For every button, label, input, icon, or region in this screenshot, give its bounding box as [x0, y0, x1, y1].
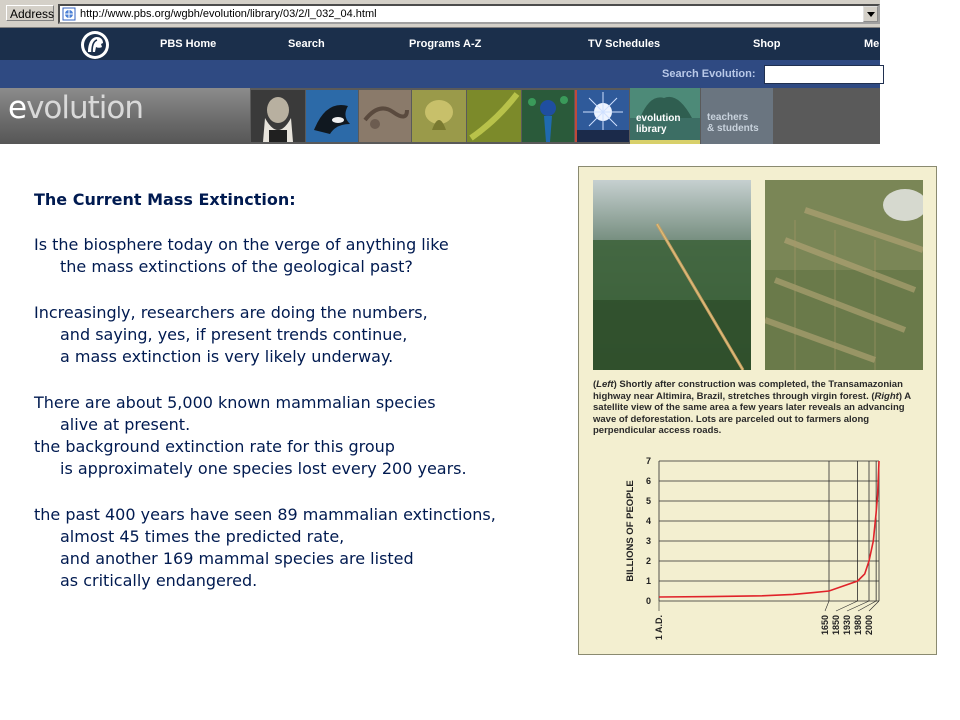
leaf-thumb[interactable]	[467, 90, 521, 142]
teachers-label: teachers & students	[707, 112, 759, 134]
nav-more[interactable]: Me	[864, 38, 880, 50]
y-tick-label: 6	[645, 476, 651, 486]
wordmark-area	[0, 88, 250, 144]
paragraph-1: Is the biosphere today on the verge of anything like the mass extinctions of the geological past?	[34, 235, 449, 276]
search-strip	[0, 60, 880, 88]
address-label: Address	[6, 5, 54, 21]
starburst-thumb[interactable]	[577, 90, 629, 142]
teachers-students-tab[interactable]	[701, 88, 773, 144]
chevron-down-icon	[867, 12, 875, 17]
evolution-banner	[0, 88, 880, 144]
x-tick-label: 1980	[853, 615, 863, 636]
x-tick-label: 1850	[831, 615, 841, 636]
active-tab-indicator	[630, 140, 700, 144]
y-tick-label: 5	[645, 496, 651, 506]
x-tick-label: 1930	[842, 615, 852, 636]
orchid-thumb[interactable]	[412, 90, 466, 142]
page-icon	[62, 7, 76, 21]
paragraph-4: the background extinction rate for this group is approximately one species lost every 200 years.	[34, 437, 467, 478]
x-tick-leader	[825, 601, 829, 611]
evolution-logo[interactable]: evolution	[8, 90, 144, 126]
pbs-logo[interactable]	[76, 30, 114, 60]
search-label: Search Evolution:	[662, 68, 756, 80]
nav-programs-a-z[interactable]: Programs A-Z	[409, 38, 482, 50]
url-text: http://www.pbs.org/wgbh/evolution/library/03/2/l_032_04.html	[80, 8, 377, 20]
library-label: evolution library	[636, 113, 681, 135]
url-dropdown-button[interactable]	[863, 6, 878, 22]
search-input[interactable]	[764, 65, 884, 84]
nav-search[interactable]: Search	[288, 38, 325, 50]
x-tick-leader	[858, 601, 876, 611]
pbs-nav-bar	[0, 28, 880, 60]
orca-thumb[interactable]	[306, 90, 358, 142]
satellite-view-photo	[765, 180, 923, 370]
banner-filler	[774, 88, 880, 144]
nav-shop[interactable]: Shop	[753, 38, 781, 50]
deforestation-figure	[578, 166, 937, 655]
x-tick-label: 1 A.D.	[654, 615, 664, 641]
paragraph-5: the past 400 years have seen 89 mammalian extinctions, almost 45 times the predicted rate, and another 169 mammal species are listed as critically endangered.	[34, 505, 496, 590]
peacock-thumb[interactable]	[522, 90, 574, 142]
evolution-library-tab[interactable]	[630, 88, 700, 144]
y-axis-label: BILLIONS OF PEOPLE	[625, 480, 636, 582]
nav-tv-schedules[interactable]: TV Schedules	[588, 38, 661, 50]
y-tick-label: 2	[645, 556, 651, 566]
paragraph-3: There are about 5,000 known mammalian species alive at present.	[34, 393, 436, 434]
highway-aerial-photo	[593, 180, 751, 370]
pbs-head-icon	[76, 30, 114, 60]
y-tick-label: 7	[645, 456, 651, 466]
address-bar	[0, 0, 880, 28]
y-tick-label: 3	[645, 536, 651, 546]
x-tick-leader	[836, 601, 858, 611]
y-tick-label: 4	[645, 516, 651, 526]
y-tick-label: 0	[645, 596, 651, 606]
figure-caption: (Left) Shortly after construction was completed, the Transamazonian highway near Altimira, Brazil, stretches through virgin forest. (Right) A satellite view of the same area a few years later reveals an advancing wave of deforestation. Lots are parceled out to farmers along perpendicular access roads.	[593, 379, 911, 436]
url-input[interactable]	[58, 4, 880, 24]
x-tick-label: 2000	[864, 615, 874, 636]
x-tick-leader	[847, 601, 869, 611]
paragraph-2: Increasingly, researchers are doing the numbers, and saying, yes, if present trends continue, a mass extinction is very likely underway.	[34, 303, 428, 366]
fossil-thumb[interactable]	[359, 90, 411, 142]
x-tick-label: 1650	[820, 615, 830, 636]
darwin-portrait-thumb[interactable]	[251, 90, 305, 142]
population-chart	[589, 451, 929, 641]
nav-pbs-home[interactable]: PBS Home	[160, 38, 217, 50]
y-tick-label: 1	[645, 576, 651, 586]
slide-title: The Current Mass Extinction:	[34, 190, 296, 209]
